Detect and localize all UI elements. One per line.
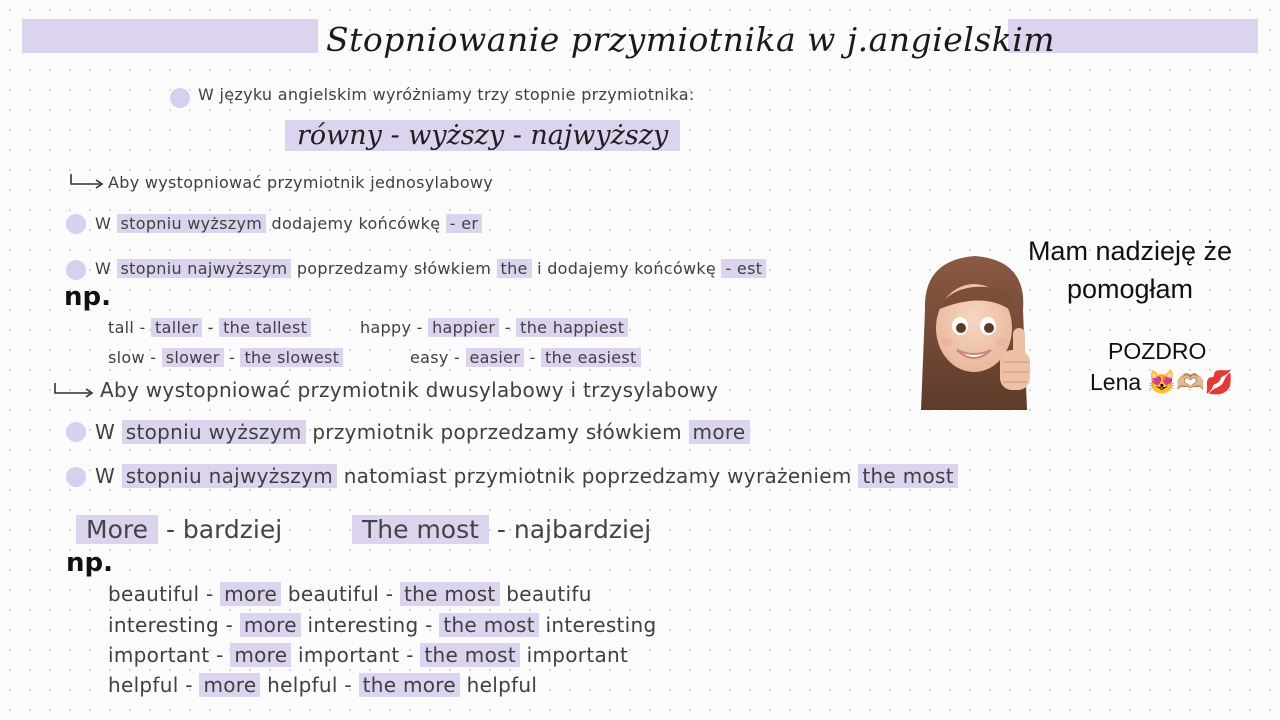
example-row — [108, 643, 628, 667]
example-row — [360, 318, 628, 337]
highlight: happier — [428, 318, 499, 337]
arrow-right-icon — [68, 172, 106, 190]
text: W — [95, 420, 116, 444]
one-syllable-superlative — [95, 259, 766, 278]
text: tall - — [108, 318, 146, 337]
arrow-right-icon — [52, 381, 96, 399]
text: poprzedzamy słówkiem — [296, 259, 492, 278]
text: - — [207, 318, 214, 337]
degrees-label: równy - wyższy - najwyższy — [285, 120, 680, 151]
text: pomogłam — [1066, 274, 1194, 304]
text: - najbardziej — [496, 515, 652, 544]
page-title: Stopniowanie przymiotnika w j.angielskim — [326, 20, 1056, 59]
bullet-dot — [66, 467, 86, 487]
highlight: more — [240, 613, 301, 637]
highlight: the most — [400, 582, 500, 606]
text: helpful - — [267, 673, 352, 697]
highlight: the easiest — [541, 348, 641, 367]
highlight: the happiest — [516, 318, 628, 337]
text: beautiful - — [108, 582, 214, 606]
text: slow - — [108, 348, 157, 367]
greeting: POZDRO — [1108, 338, 1207, 364]
example-row — [108, 582, 592, 606]
text: - bardziej — [165, 515, 283, 544]
highlight: stopniu najwyższym — [122, 464, 337, 488]
highlight: easier — [466, 348, 525, 367]
text: helpful — [466, 673, 538, 697]
highlight: more — [220, 582, 281, 606]
highlight: stopniu wyższym — [117, 214, 267, 233]
highlight: slower — [162, 348, 224, 367]
text: important - — [298, 643, 414, 667]
multi-syllable-superlative — [95, 464, 958, 488]
text: W — [95, 464, 116, 488]
highlight: - er — [446, 214, 482, 233]
highlight: the most — [439, 613, 539, 637]
text: beautifu — [506, 582, 592, 606]
text: interesting - — [307, 613, 433, 637]
bullet-dot — [66, 260, 86, 280]
highlight: stopniu wyższym — [122, 420, 306, 444]
example-row — [108, 348, 343, 367]
highlight: the tallest — [219, 318, 311, 337]
example-row — [108, 613, 657, 637]
bullet-dot — [170, 88, 190, 108]
one-syllable-comparative — [95, 214, 482, 233]
multi-syllable-comparative — [95, 420, 750, 444]
highlight: more — [199, 673, 260, 697]
text: important - — [108, 643, 224, 667]
multi-syllable-heading: Aby wystopniować przymiotnik dwusylabowy i trzysylabowy — [100, 378, 719, 402]
text: Mam nadzieję że — [1027, 236, 1233, 266]
highlight: The most — [352, 515, 489, 544]
highlight: the slowest — [240, 348, 343, 367]
highlight: stopniu najwyższym — [117, 259, 292, 278]
np-label: np. — [66, 548, 113, 578]
text: important — [526, 643, 629, 667]
text: W — [95, 259, 112, 278]
text: happy - — [360, 318, 423, 337]
text: - — [529, 348, 536, 367]
text: W — [95, 214, 112, 233]
one-syllable-heading: Aby wystopniować przymiotnik jednosylabowy — [108, 173, 494, 192]
highlight: the more — [359, 673, 460, 697]
text: dodajemy końcówkę — [271, 214, 441, 233]
more-definition — [76, 515, 282, 544]
highlight: more — [230, 643, 291, 667]
text: easy - — [410, 348, 461, 367]
text: - — [229, 348, 236, 367]
most-definition — [352, 515, 651, 544]
text: interesting - — [108, 613, 234, 637]
bullet-dot — [66, 214, 86, 234]
highlight: the most — [420, 643, 520, 667]
text: beautiful - — [287, 582, 394, 606]
example-row — [410, 348, 641, 367]
signature: Lena 😻🫶🏼💋 — [1090, 369, 1234, 395]
intro-text: W języku angielskim wyróżniamy trzy stopnie przymiotnika: — [198, 85, 695, 104]
title-band-left — [22, 19, 318, 53]
example-row — [108, 318, 311, 337]
highlight: the — [497, 259, 532, 278]
highlight: the most — [858, 464, 958, 488]
highlight: More — [76, 515, 158, 544]
highlight: - est — [721, 259, 766, 278]
highlight: taller — [151, 318, 202, 337]
memoji-avatar — [905, 250, 1055, 415]
text: helpful - — [108, 673, 193, 697]
highlight: more — [689, 420, 750, 444]
text: interesting — [545, 613, 657, 637]
text: natomiast przymiotnik poprzedzamy wyrażeniem — [343, 464, 852, 488]
np-label: np. — [64, 282, 111, 312]
example-row — [108, 673, 537, 697]
text: i dodajemy końcówkę — [537, 259, 717, 278]
text: przymiotnik poprzedzamy słówkiem — [312, 420, 682, 444]
text: - — [504, 318, 511, 337]
bullet-dot — [66, 422, 86, 442]
